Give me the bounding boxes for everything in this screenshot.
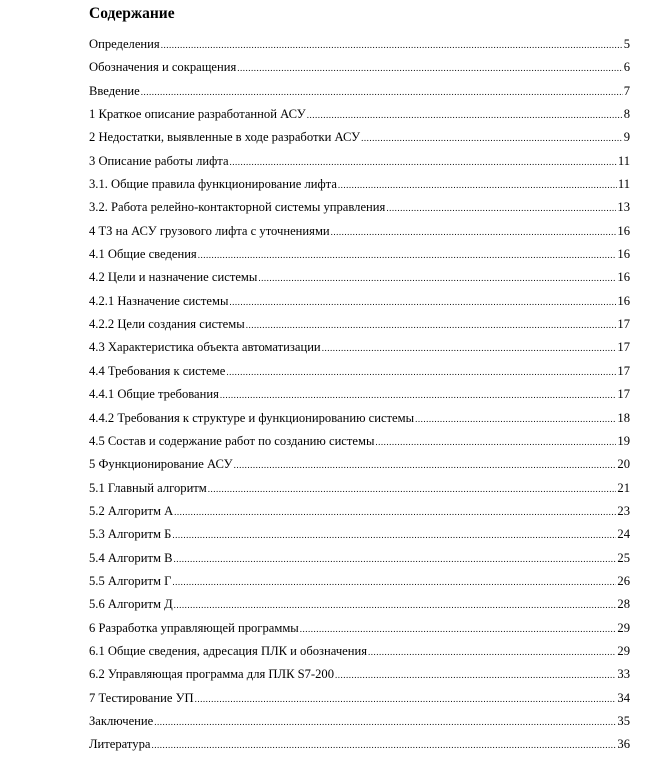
toc-entry-page-number: 16 xyxy=(617,270,630,285)
toc-dot-leader xyxy=(198,244,617,267)
toc-dot-leader xyxy=(386,197,616,220)
toc-entry-label: 2 Недостатки, выявленные в ходе разработки АСУ xyxy=(89,130,361,145)
toc-entry-label: 4.4.1 Общие требования xyxy=(89,387,219,402)
toc-entry-page-number: 33 xyxy=(617,667,630,682)
toc-entry[interactable] xyxy=(89,593,630,616)
toc-entry-label: Обозначения и сокращения xyxy=(89,60,237,75)
toc-entry-page-number: 13 xyxy=(617,200,630,215)
toc-entry-label: 6.1 Общие сведения, адресация ПЛК и обозначения xyxy=(89,643,368,658)
toc-entry-page-number: 29 xyxy=(617,620,630,635)
toc-entry-label: 5.3 Алгоритм Б xyxy=(89,527,172,542)
toc-entry-page-number: 26 xyxy=(617,573,630,588)
toc-title: Содержание xyxy=(89,5,175,22)
toc-entry-label: 6.2 Управляющая программа для ПЛК S7-200 xyxy=(89,667,334,682)
toc-entry-page-number: 16 xyxy=(617,223,630,238)
toc-dot-leader xyxy=(300,618,617,641)
toc-entry-page-number: 29 xyxy=(617,643,630,658)
toc-entry-label: 4.4.2 Требования к структуре и функционированию системы xyxy=(89,410,415,425)
toc-entry[interactable] xyxy=(89,56,630,79)
toc-list xyxy=(89,33,630,757)
toc-entry-label: 5.4 Алгоритм В xyxy=(89,550,173,565)
toc-entry[interactable] xyxy=(89,407,630,430)
toc-dot-leader xyxy=(237,57,622,80)
toc-entry[interactable] xyxy=(89,313,630,336)
toc-entry-label: Введение xyxy=(89,83,140,98)
toc-entry-page-number: 35 xyxy=(617,713,630,728)
toc-entry-page-number: 20 xyxy=(617,457,630,472)
toc-entry-page-number: 23 xyxy=(617,503,630,518)
toc-dot-leader xyxy=(173,548,616,571)
toc-entry-label: 5.2 Алгоритм А xyxy=(89,503,174,518)
toc-entry-page-number: 19 xyxy=(617,433,630,448)
toc-dot-leader xyxy=(415,408,616,431)
toc-entry-label: 4.2.1 Назначение системы xyxy=(89,293,229,308)
toc-entry[interactable] xyxy=(89,383,630,406)
toc-entry[interactable] xyxy=(89,126,630,149)
toc-entry-page-number: 11 xyxy=(617,177,630,192)
toc-dot-leader xyxy=(368,641,616,664)
toc-entry-label: 4.3 Характеристика объекта автоматизации xyxy=(89,340,321,355)
toc-dot-leader xyxy=(335,664,616,687)
toc-entry-label: 6 Разработка управляющей программы xyxy=(89,620,299,635)
toc-entry[interactable] xyxy=(89,547,630,570)
toc-entry[interactable] xyxy=(89,33,630,56)
toc-dot-leader xyxy=(226,361,616,384)
toc-entry-page-number: 5 xyxy=(623,37,630,51)
toc-entry[interactable] xyxy=(89,617,630,640)
toc-entry-label: 3 Описание работы лифта xyxy=(89,153,229,168)
toc-entry-label: Заключение xyxy=(89,713,154,728)
toc-entry-label: 3.2. Работа релейно-контакторной системы управления xyxy=(89,200,386,215)
toc-entry-label: 4.2 Цели и назначение системы xyxy=(89,270,258,285)
toc-entry[interactable] xyxy=(89,150,630,173)
toc-entry-label: 5.5 Алгоритм Г xyxy=(89,573,172,588)
toc-entry-label: 4.5 Состав и содержание работ по созданию системы xyxy=(89,433,375,448)
toc-entry-page-number: 11 xyxy=(617,153,630,168)
toc-entry-page-number: 34 xyxy=(617,690,630,705)
toc-entry-page-number: 17 xyxy=(617,340,630,355)
toc-entry[interactable] xyxy=(89,710,630,733)
toc-entry-label: 7 Тестирование УП xyxy=(89,690,194,705)
toc-entry[interactable] xyxy=(89,266,630,289)
toc-entry[interactable] xyxy=(89,103,630,126)
toc-entry[interactable] xyxy=(89,663,630,686)
toc-entry-page-number: 25 xyxy=(617,550,630,565)
toc-entry[interactable] xyxy=(89,196,630,219)
toc-dot-leader xyxy=(174,501,616,524)
toc-entry-label: 4.4 Требования к системе xyxy=(89,363,226,378)
toc-entry-label: 4.2.2 Цели создания системы xyxy=(89,317,245,332)
toc-entry[interactable] xyxy=(89,243,630,266)
toc-entry-page-number: 17 xyxy=(617,387,630,402)
toc-dot-leader xyxy=(208,478,617,501)
toc-entry[interactable] xyxy=(89,430,630,453)
toc-dot-leader xyxy=(322,337,617,360)
toc-entry[interactable] xyxy=(89,687,630,710)
toc-dot-leader xyxy=(338,174,617,197)
toc-entry-page-number: 6 xyxy=(623,60,630,75)
toc-dot-leader xyxy=(331,221,617,244)
toc-dot-leader xyxy=(141,81,623,104)
toc-entry-label: 4.1 Общие сведения xyxy=(89,247,197,262)
toc-entry[interactable] xyxy=(89,360,630,383)
toc-entry[interactable] xyxy=(89,523,630,546)
toc-dot-leader xyxy=(161,34,623,57)
toc-entry[interactable] xyxy=(89,640,630,663)
toc-dot-leader xyxy=(246,314,617,337)
toc-dot-leader xyxy=(151,734,616,757)
toc-entry[interactable] xyxy=(89,290,630,313)
toc-dot-leader xyxy=(172,524,616,547)
toc-entry[interactable] xyxy=(89,733,630,756)
toc-entry-page-number: 7 xyxy=(623,83,630,98)
toc-dot-leader xyxy=(361,127,623,150)
toc-dot-leader xyxy=(174,594,617,617)
toc-entry-page-number: 18 xyxy=(617,410,630,425)
toc-entry[interactable] xyxy=(89,80,630,103)
toc-entry-label: 1 Краткое описание разработанной АСУ xyxy=(89,107,306,122)
toc-entry[interactable] xyxy=(89,477,630,500)
toc-entry[interactable] xyxy=(89,336,630,359)
toc-entry-page-number: 8 xyxy=(623,107,630,122)
toc-dot-leader xyxy=(258,267,616,290)
toc-dot-leader xyxy=(234,454,617,477)
toc-entry-page-number: 36 xyxy=(617,737,630,752)
toc-dot-leader xyxy=(230,151,617,174)
toc-dot-leader xyxy=(195,688,617,711)
toc-entry-page-number: 28 xyxy=(617,597,630,612)
toc-entry-page-number: 17 xyxy=(617,363,630,378)
toc-entry-label: 5 Функционирование АСУ xyxy=(89,457,233,472)
toc-entry-label: Определения xyxy=(89,37,160,51)
toc-dot-leader xyxy=(220,384,617,407)
toc-dot-leader xyxy=(154,711,616,734)
toc-entry-page-number: 9 xyxy=(623,130,630,145)
toc-entry[interactable] xyxy=(89,570,630,593)
toc-entry[interactable] xyxy=(89,500,630,523)
toc-entry-label: 3.1. Общие правила функционирование лифта xyxy=(89,177,337,192)
toc-entry-page-number: 24 xyxy=(617,527,630,542)
toc-dot-leader xyxy=(307,104,623,127)
toc-dot-leader xyxy=(172,571,616,594)
toc-entry-page-number: 16 xyxy=(617,293,630,308)
toc-entry-label: 5.6 Алгоритм Д xyxy=(89,597,173,612)
toc-entry-label: 5.1 Главный алгоритм xyxy=(89,480,207,495)
toc-entry-page-number: 16 xyxy=(617,247,630,262)
toc-entry-label: 4 ТЗ на АСУ грузового лифта с уточнениями xyxy=(89,223,330,238)
toc-entry-label: Литература xyxy=(89,737,151,752)
toc-dot-leader xyxy=(229,291,616,314)
toc-entry[interactable] xyxy=(89,220,630,243)
toc-entry[interactable] xyxy=(89,453,630,476)
toc-entry-page-number: 17 xyxy=(617,317,630,332)
toc-dot-leader xyxy=(375,431,616,454)
toc-entry-page-number: 21 xyxy=(617,480,630,495)
toc-entry[interactable] xyxy=(89,173,630,196)
